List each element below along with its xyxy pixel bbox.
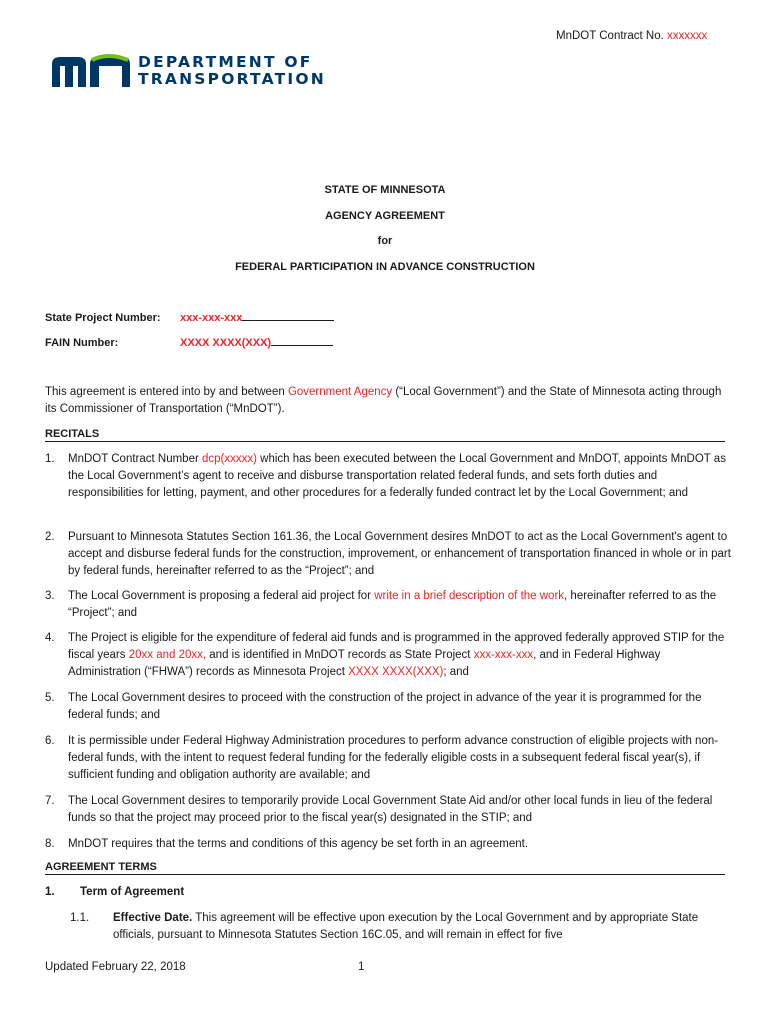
contract-label: MnDOT Contract No. (556, 30, 664, 42)
underline (271, 335, 333, 346)
item-number: 2. (45, 531, 55, 543)
contract-number (556, 30, 707, 42)
title-line3: for (377, 235, 393, 247)
item-text: The Local Government desires to proceed with the construction of the project in advance of the year it is programmed for the federal funds; and (68, 692, 702, 721)
fain-label: FAIN Number: (45, 337, 119, 349)
title-line4: FEDERAL PARTICIPATION IN ADVANCE CONSTRUCTION (235, 260, 535, 273)
item-text: and is identified in MnDOT records as State Project (206, 649, 474, 661)
recital-item (45, 451, 735, 502)
item-number: 1. (45, 453, 55, 465)
item-number: 6. (45, 735, 55, 747)
document-title (0, 184, 770, 286)
logo-text (138, 54, 326, 88)
subsection-number: 1.1. (70, 912, 90, 924)
recital-item (45, 836, 735, 853)
section-number: 1. (45, 886, 55, 898)
recital-item (45, 630, 735, 681)
item-highlight: xxx-xxx-xxx (473, 649, 534, 661)
mn-mark-icon (52, 57, 130, 87)
intro-text-b: (“Local Government”) and the State of Minnesota acting through its Commissioner of Transportation (“MnDOT”). (45, 386, 722, 415)
item-text: Pursuant to Minnesota Statutes Section 161.36, the Local Government desires MnDOT to act as the Local Government's agent to accept and disburse federal funds for the construction, improvement, or enhancement of transportation financed in whole or in part by federal funds, hereinafter referred to as the “Project”; and (68, 531, 731, 577)
subsection-text: This agreement will be effective upon execution by the Local Government and by appropriate State officials, pursuant to Minnesota Statutes Section 16C.05, and will remain in effect for five (113, 912, 699, 941)
effective-date-clause (70, 910, 730, 944)
item-highlight: dcp(xxxxx) (202, 453, 257, 465)
state-project-number (45, 310, 334, 324)
item-number: 7. (45, 795, 55, 807)
item-highlight: 20xx and 20xx, (128, 649, 207, 661)
recital-item (45, 690, 735, 724)
fain-number (45, 335, 333, 349)
state-project-value: xxx-xxx-xxx (180, 312, 243, 324)
item-text: The Project is eligible for the expenditure of federal aid funds and is programmed in the approved federally approved STIP for the fiscal years (68, 632, 725, 661)
recital-item (45, 793, 735, 827)
agreement-terms-heading: AGREEMENT TERMS (45, 861, 725, 875)
recital-item (45, 529, 735, 580)
underline (242, 310, 334, 321)
contract-value: xxxxxxx (667, 30, 708, 42)
page-number: 1 (358, 961, 365, 973)
item-text: It is permissible under Federal Highway Administration procedures to perform advance construction of eligible projects with non-federal funds, with the intent to request federal funding for the federally eligible costs in a subsequent federal fiscal year(s), if sufficient funding and obligation authority are available; and (68, 735, 719, 781)
item-highlight: XXXX XXXX(XXX) (348, 666, 444, 678)
recitals-heading: RECITALS (45, 428, 725, 442)
title-line2: AGENCY AGREEMENT (325, 209, 445, 222)
subsection-title: Effective Date. (113, 912, 193, 924)
item-text: The Local Government desires to temporarily provide Local Government State Aid and/or other local funds in lieu of the federal funds so that the project may proceed prior to the fiscal year(s) designated in the STIP; and (68, 795, 713, 824)
item-text: MnDOT requires that the terms and conditions of this agency be set forth in an agreement. (68, 838, 529, 850)
item-text: , hereinafter referred to as the “Project”; and (68, 590, 717, 619)
logo-line2: TRANSPORTATION (138, 70, 326, 88)
section-title: Term of Agreement (80, 886, 185, 898)
item-text: which has been executed between the Local Government and MnDOT, appoints MnDOT as the Local Government’s agent to receive and disburse transportation related federal funds, and sets forth duties and responsibilities for letting, payment, and other procedures for a federally funded contract let by the Local Government; and (68, 453, 726, 499)
recital-item (45, 733, 735, 784)
intro-paragraph (45, 384, 735, 418)
logo-line1: DEPARTMENT OF (138, 53, 313, 71)
item-number: 5. (45, 692, 55, 704)
fain-value: XXXX XXXX(XXX) (180, 337, 272, 349)
footer-updated: Updated February 22, 2018 (45, 961, 186, 973)
intro-agency: Government Agency (287, 386, 393, 398)
item-number: 4. (45, 632, 55, 644)
item-number: 8. (45, 838, 55, 850)
state-project-label: State Project Number: (45, 312, 161, 324)
intro-text-a: This agreement is entered into by and between (45, 386, 288, 398)
item-text: The Local Government is proposing a federal aid project for (68, 590, 375, 602)
item-text: MnDOT Contract Number (68, 453, 202, 465)
title-line1: STATE OF MINNESOTA (324, 184, 446, 196)
item-highlight: write in a brief description of the work (374, 590, 565, 602)
item-text: , and in Federal Highway Administration (“FHWA”) records as Minnesota Project (68, 649, 661, 678)
item-number: 3. (45, 590, 55, 602)
item-text: ; and (443, 666, 469, 678)
term-of-agreement (45, 886, 185, 898)
recital-item (45, 588, 735, 622)
